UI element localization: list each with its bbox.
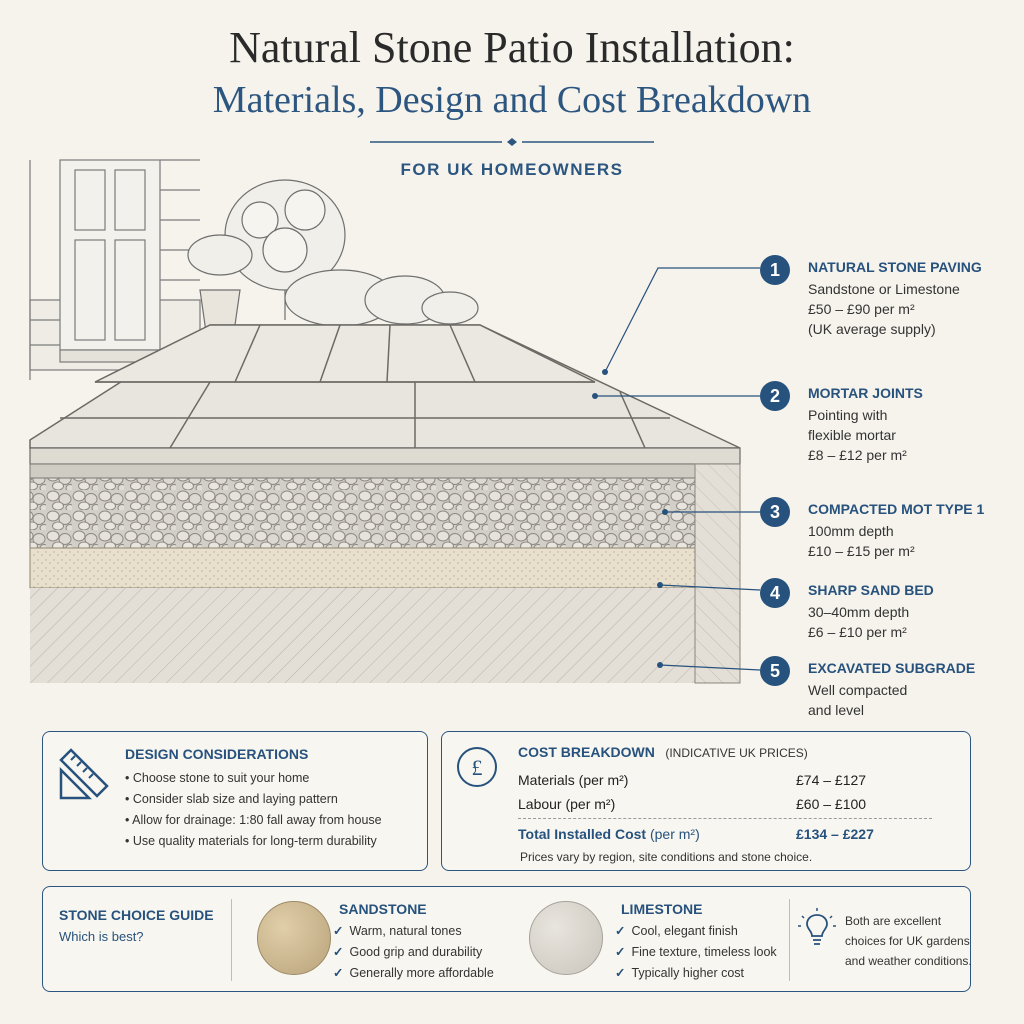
limestone-title: LIMESTONE — [621, 901, 703, 917]
layer-line: £10 – £15 per m² — [808, 543, 915, 559]
design-title: DESIGN CONSIDERATIONS — [125, 746, 309, 762]
layer-line: and level — [808, 702, 865, 718]
layer-number-badge: 4 — [760, 578, 790, 608]
layer-line: flexible mortar — [808, 427, 896, 443]
cost-row-label: Labour (per m²) — [518, 796, 616, 812]
lightbulb-icon — [797, 907, 837, 949]
design-item: • Use quality materials for long-term durability — [125, 834, 377, 848]
check-icon: ✓ — [333, 966, 344, 980]
layer-line: Pointing with — [808, 407, 888, 423]
guide-subtitle: Which is best? — [59, 929, 144, 944]
design-item: • Choose stone to suit your home — [125, 771, 310, 785]
layer-number-badge: 2 — [760, 381, 790, 411]
layer-title: SHARP SAND BED — [808, 582, 934, 598]
pound-icon — [456, 746, 498, 788]
design-list — [125, 768, 382, 852]
cost-title-row — [518, 744, 808, 762]
layer-line: (UK average supply) — [808, 321, 936, 337]
mot-type1-layer — [30, 478, 695, 548]
cost-row-value: £74 – £127 — [796, 772, 867, 788]
sandstone-list — [333, 921, 494, 984]
cost-title: COST BREAKDOWN — [518, 744, 655, 760]
check-icon: ✓ — [333, 945, 344, 959]
total-cost-value: £134 – £227 — [796, 826, 874, 842]
limestone-list — [615, 921, 777, 984]
limestone-item: ✓ Typically higher cost — [615, 966, 745, 980]
guide-title: STONE CHOICE GUIDE — [59, 907, 214, 923]
design-considerations-panel — [42, 731, 428, 871]
design-item: • Allow for drainage: 1:80 fall away from house — [125, 813, 382, 827]
check-icon: ✓ — [333, 924, 344, 938]
layer-title: COMPACTED MOT TYPE 1 — [808, 501, 985, 517]
sandstone-item: ✓ Generally more affordable — [333, 966, 494, 980]
page-title-line2: Materials, Design and Cost Breakdown — [212, 79, 812, 121]
layer-number-badge: 1 — [760, 255, 790, 285]
sand-bed-layer — [30, 548, 695, 588]
layer-number-badge: 5 — [760, 656, 790, 686]
cost-row-label: Materials (per m²) — [518, 772, 629, 788]
svg-text:£: £ — [471, 755, 483, 780]
limestone-swatch — [529, 901, 603, 975]
ruler-set-square-icon — [57, 746, 111, 802]
layer-line: 100mm depth — [808, 523, 894, 539]
layer-description — [808, 521, 915, 561]
cost-note: Prices vary by region, site conditions and stone choice. — [520, 850, 813, 864]
cost-title-note: (INDICATIVE UK PRICES) — [665, 746, 808, 760]
limestone-item: ✓ Cool, elegant finish — [615, 924, 738, 938]
layer-title: EXCAVATED SUBGRADE — [808, 660, 976, 676]
layer-line: Sandstone or Limestone — [808, 281, 960, 297]
cost-divider — [518, 818, 932, 819]
layer-line: 30–40mm depth — [808, 604, 910, 620]
check-icon: ✓ — [615, 966, 626, 980]
layer-title: MORTAR JOINTS — [808, 385, 923, 401]
sandstone-item: ✓ Good grip and durability — [333, 945, 483, 959]
page-subtitle: FOR UK HOMEOWNERS — [400, 160, 624, 179]
stone-choice-guide-panel — [42, 886, 971, 992]
page-title: Natural Stone Patio Installation: — [229, 23, 795, 72]
sandstone-title: SANDSTONE — [339, 901, 427, 917]
diamond-icon — [507, 138, 517, 146]
tip-line: choices for UK gardens — [845, 934, 970, 948]
tip-line: Both are excellent — [845, 914, 942, 928]
design-item: • Consider slab size and laying pattern — [125, 792, 338, 806]
guide-divider — [789, 899, 790, 981]
guide-divider — [231, 899, 232, 981]
layer-line: £8 – £12 per m² — [808, 447, 907, 463]
limestone-item: ✓ Fine texture, timeless look — [615, 945, 777, 959]
cost-row-value: £60 – £100 — [796, 796, 867, 812]
patio-cross-section-illustration — [20, 150, 780, 710]
check-icon: ✓ — [615, 945, 626, 959]
tip-line: and weather conditions. — [845, 954, 972, 968]
layer-line: £6 – £10 per m² — [808, 624, 907, 640]
title-divider — [370, 138, 654, 146]
guide-tip — [845, 911, 972, 971]
layer-title: NATURAL STONE PAVING — [808, 259, 982, 275]
layer-description — [808, 680, 907, 720]
layer-line: Well compacted — [808, 682, 908, 698]
layer-description — [808, 602, 909, 642]
sandstone-item: ✓ Warm, natural tones — [333, 924, 462, 938]
garden-plants — [188, 180, 478, 332]
layer-description — [808, 405, 907, 465]
layer-line: £50 – £90 per m² — [808, 301, 915, 317]
mortar-layer — [30, 464, 695, 478]
cost-breakdown-panel — [441, 731, 971, 871]
check-icon: ✓ — [615, 924, 626, 938]
slab-edge — [30, 448, 740, 464]
layer-description — [808, 279, 960, 339]
sandstone-swatch — [257, 901, 331, 975]
layer-number-badge: 3 — [760, 497, 790, 527]
total-cost-label: Total Installed Cost (per m²) — [518, 826, 700, 842]
